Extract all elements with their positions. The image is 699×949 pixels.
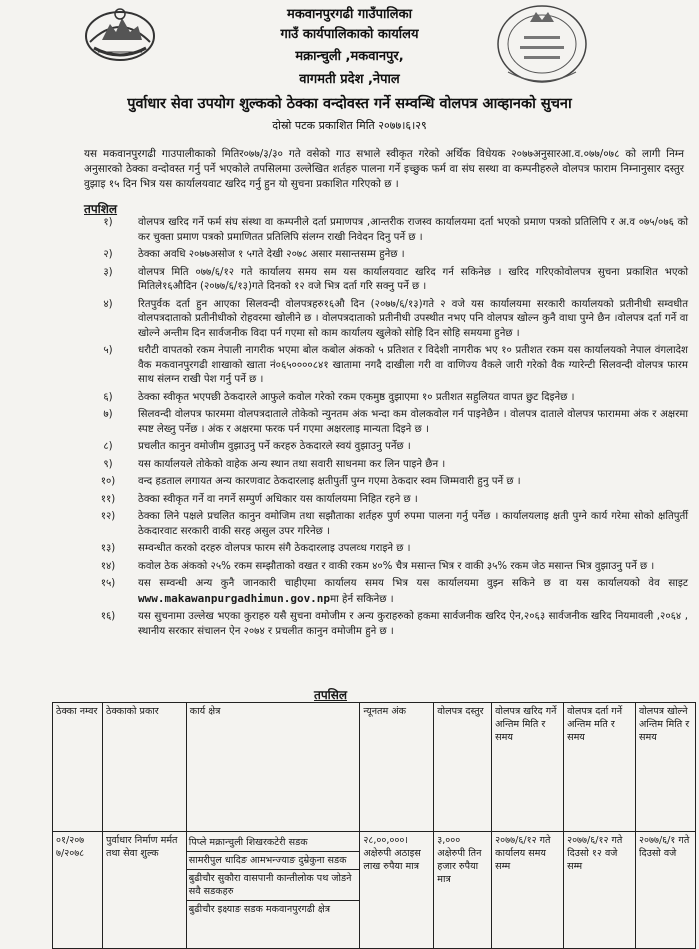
clause-text: सिलवन्दी वोलपत्र फारममा वोलपत्रदाताले तोकेको न्युनतम अंक भन्दा कम वोलकवोल गर्न पाइनेछैन । वोलपत्र दाताले वोलपत्र फाराममा अंक र अक्षरमा स्पष्ट लेख्नु पर्नेछ । अंक र अक्षरमा फरक पर्न गएमा अक्षरलाइ मान्यता दिइने छ ।: [138, 409, 688, 435]
clause-number: ८): [103, 441, 113, 452]
work-area-cell: [186, 832, 360, 949]
fee-cell: [434, 832, 492, 949]
header-register-deadline: वोलपत्र दर्ता गर्ने अन्तिम मति र समय: [564, 703, 636, 832]
contract-type: पुर्वाधार निर्माण मर्मत तथा सेवा शुल्क: [102, 832, 186, 949]
work-area-item: पिप्ले मक्रान्चुली शिखरकटेरी सडक: [187, 834, 360, 852]
open-deadline: २०७७/६/१ गते दिउसो वजे: [635, 832, 695, 949]
min-amount-cell: [360, 832, 434, 949]
clause-text: कवोल ठेक अंकको २५% रकम सम्झौताको वखत र वाकी रकम ४०% चैत्र मसान्त भित्र र वाकी ३५% रकम जेठ मसान्त भित्र वुझाउनु पर्ने छ ।: [138, 560, 655, 572]
clause-text: धरौटी वापतको रकम नेपाली नागरीक भएमा बोल कबोल अंकको ५ प्रतिशत र विदेशी नागरीक भए १० प्रतीशत रकम यस कार्यालयको नेपाल वंगलादेश वैक मकवानपुरगढी शाखाको खाता नं०६५००००८४१ खातामा नगदै दाखीला गरी वा वाणिज्य वैकले जारी गरेको वैक ग्यारेन्टी सिलवन्दी वोलपत्र फारम साथ संलग्न राखी पेश गर्नु पर्ने छ ।: [138, 345, 688, 385]
clause-item: [84, 344, 688, 388]
clause-item: [84, 493, 688, 508]
clause-item: [84, 440, 688, 455]
clause-number: ३): [103, 266, 113, 278]
clause-item: [84, 298, 688, 342]
contract-number: ०१/२०७ ७/२०७८: [53, 832, 103, 949]
clause-number: १): [103, 217, 113, 228]
clause-text: ठेक्का लिने पक्षले प्रचलित कानुन वमोजिम तथा सझौताका शर्तहरु पुर्ण रुपमा पालना गर्नु पर्नेछ । कार्यालयलाइ क्षती पुग्ने कार्य गरेमा सोको क्षतिपुर्ती ठेकदारवाट सरकारी वाकी सरह असुल उपर गरिनेछ ।: [138, 511, 688, 537]
clause-number: १४): [100, 560, 116, 572]
clause-number: १६): [100, 611, 116, 622]
office-address: मक्रान्चुली ,मकवानपुर,: [295, 49, 404, 64]
clause-item: [84, 610, 688, 639]
clause-text-part: यस सम्वन्धी अन्य कुनै जानकारी चाहीएमा कार्यालय समय भित्र यस कार्यालयमा वुझ्न सकिने छ वा यस कार्यालयको वेव साइट: [138, 578, 688, 589]
header-fee: वोलपत्र दस्तुर: [434, 703, 492, 832]
clause-item: [84, 577, 688, 607]
clause-item: [84, 542, 688, 557]
details-heading: तपशिल: [84, 202, 118, 216]
table-header-row: [53, 703, 696, 832]
clause-text-part: मा हेर्न सकिनेछ ।: [330, 593, 394, 605]
clause-item: [84, 266, 688, 295]
clause-number: ९): [103, 458, 113, 470]
clause-item: [84, 458, 688, 473]
clause-number: ११): [100, 493, 116, 505]
clause-text: सम्वन्धीत करको दरहरु वोलपत्र फारम संगै ठेकदारलाइ उपलव्ध गराइने छ ।: [138, 543, 411, 554]
notice-title: पुर्वाधार सेवा उपयोग शुल्कको ठेक्का वन्दोवस्त गर्ने सम्वन्धि वोलपत्र आव्हानको सुचना: [127, 96, 572, 112]
clause-item: [84, 475, 688, 490]
office-name: गाउँ कार्यपालिकाको कार्यालय: [280, 27, 419, 42]
intro-paragraph: यस मकवानपुरगढी गाउपालीकाको मितिर०७७/३/३० गते वसेको गाउ सभाले स्वीकृत गरेको अर्थिक विधेयक २०७७अनुसारआ.व.०७७/०७८ को लागी निम्न अनुसारको ठेक्का वन्दोवस्त गर्नु पर्ने भएकोले तपसिलमा उल्लेखित शर्तहरु पालना गर्ने इच्छुक फर्म वा संघ सस्था वा कम्पनीहरुले वोलपत्र फाराम निम्नानुसार दस्तुर वुझाइ १५ दिन भित्र यस कार्यालयवाट खरिद गर्नु हुन यो सुचना प्रकाशित गरिएको छ ।: [84, 148, 684, 190]
clause-text: यस कार्यालयले तोकेको वाहेक अन्य स्थान तथा सवारी साधनमा कर लिन पाइने छैन ।: [138, 458, 446, 470]
publish-date: दोस्रो पटक प्रकाशित मिति २०७७।६।२९: [272, 119, 427, 132]
min-amount: २८,००,०००।: [363, 835, 409, 846]
work-area-item: बुढीचौर इक्ष्याङ सडक मकवानपुरगढी क्षेत्र: [188, 904, 331, 915]
buy-deadline: २०७७/६/१२ गते कार्यालय समय सम्म: [492, 832, 564, 949]
contract-table: [52, 702, 696, 949]
clause-text: यस सुचनामा उल्लेख भएका कुराहरु यसै सुचना वमोजीम र अन्य कुराहरुको हकमा सार्वजनीक खरिद ऐन,२०६३ सार्वजनीक खरिद नियमावली ,२०६४ , स्थानीय सरकार संचालन ऐन २०७४ र प्रचलीत कानुन वमोजीम हुने छ ।: [138, 611, 688, 637]
work-area-item: बुढीचौर सुकौरा वासपानी कान्तीलोक पथ जोडने सवै सडकहरु: [187, 870, 360, 901]
clause-list: [84, 216, 688, 642]
fee-amount: ३,०००: [437, 835, 461, 846]
municipality-name: मकवानपुरगढी गाउँपालिका: [287, 7, 412, 22]
province-name: वागमती प्रदेश ,नेपाल: [299, 72, 400, 87]
clause-item: [84, 391, 688, 406]
clause-number: ६): [103, 391, 113, 403]
clause-number: १५): [100, 578, 116, 589]
clause-text: रितपुर्वक दर्ता हुन आएका सिलवन्दी वोलपत्रहरु१६औ दिन (२०७७/६/१३)गते २ वजे यस कार्यालयमा सरकारी कार्यालयको प्रतीनीधी सम्वधीत वोलपत्रदाताको प्रतीनीधीको रोहवरमा खोलीने छ । वोलपत्रदाताको प्रतीनीधी उपस्थीत नभए पनि वोलपत्र खोल्न कुनै वाधा पुग्ने छैन ।वोलपत्र दर्ता गर्ने वा खोल्ने अन्तीम दिन सार्वजनीक विदा पर्न गएमा सो काम कार्यालय खुलेको सोहि दिन सोहि समयमा हुनेछ ।: [138, 298, 688, 339]
clause-item: [84, 216, 688, 245]
website-link[interactable]: www.makawanpurgadhimun.gov.np: [138, 591, 331, 605]
header-open-deadline: वोलपत्र खोल्ने अन्तिम मिति र समय: [635, 703, 695, 832]
clause-text: [138, 577, 688, 607]
clause-number: ५): [103, 345, 113, 356]
clause-number: ७): [103, 409, 113, 420]
clause-item: [84, 408, 688, 437]
clause-text: ठेक्का स्वीकृत गर्ने वा नगर्ने सम्पुर्ण अधिकार यस कार्यालयमा निहित रहने छ ।: [138, 493, 418, 505]
header-min-amount: न्यूनतम अंक: [360, 703, 434, 832]
register-deadline: २०७७/६/१२ गते दिउसो १२ वजे सम्म: [564, 832, 636, 949]
header-buy-deadline: वोलपत्र खरिद गर्ने अन्तिम मिति र समय: [492, 703, 564, 832]
clause-text: ठेक्का अवधि २०७७असोज १ ५गते देखी २०७८ असार मसान्तसम्म हुनेछ ।: [138, 249, 405, 260]
min-amount-words: अक्षेरुपी अठाइस लाख रुपैया मात्र: [363, 848, 421, 872]
clause-text: वन्द हडताल लगायत अन्य कारणवाट ठेकदारलाइ क्षतीपुर्ती पुग्न गएमा ठेकदार स्वम जिम्मवारी हुनु पर्ने छ ।: [138, 476, 521, 487]
clause-number: १२): [100, 511, 116, 522]
clause-item: [84, 248, 688, 263]
clause-item: [84, 510, 688, 539]
clause-item: [84, 560, 688, 575]
header-contract-type: ठेक्काको प्रकार: [102, 703, 186, 832]
fee-words: अक्षेरुपी तिन हजार रुपैया मात्र: [437, 848, 482, 885]
clause-text: वोलपत्र खरिद गर्ने फर्म संघ संस्था वा कम्पनीले दर्ता प्रमाणपत्र ,आन्तरीक राजस्व कार्यालयमा दर्ता भएको प्रमाण पत्रको प्रतिलिपि र अ.व ०७५/०७६ को कर चुक्ता प्रमाण पत्रको प्रमाणितत प्रतिलिपि संलग्न राखी निवेदन दिनु पर्ने छ ।: [138, 217, 688, 243]
clause-text: प्रचलीत कानुन वमोजीम वुझाउनु पर्ने करहरु ठेकदारले स्वयं वुझाउनु पर्नेछ ।: [138, 441, 411, 452]
clause-number: २): [103, 249, 113, 260]
clause-text: वोलपत्र मिति ०७७/६/१२ गते कार्यालय समय सम यस कार्यालयवाट खरिद गर्न सकिनेछ । खरिद गरिएकोवोलपत्र सुचना प्रकाशित भएको मितिले१६औदिन (२०७७/६/१३)गते दिनको १२ वजे भित्र दर्ता गरि सक्नु पर्ने छ ।: [138, 266, 688, 292]
clause-number: १०): [100, 476, 116, 487]
header-work-area: कार्य क्षेत्र: [186, 703, 360, 832]
table-heading: तपसिल: [314, 688, 348, 702]
clause-text: ठेक्का स्वीकृत भएपछी ठेकदारले आफुले कवोल गरेको रकम एकमुष्ठ वुझाएमा १० प्रतीशत सहुलियत वापत छुट दिइनेछ ।: [138, 391, 575, 403]
work-area-item: सामरीपुल धादिङ आमभन्ज्याङ दुम्रेकुना सडक: [187, 852, 360, 870]
clause-number: १३): [100, 543, 116, 554]
clause-number: ४): [103, 298, 113, 310]
table-row: [53, 832, 696, 949]
header-contract-number: ठेक्का नम्वर: [53, 703, 103, 832]
